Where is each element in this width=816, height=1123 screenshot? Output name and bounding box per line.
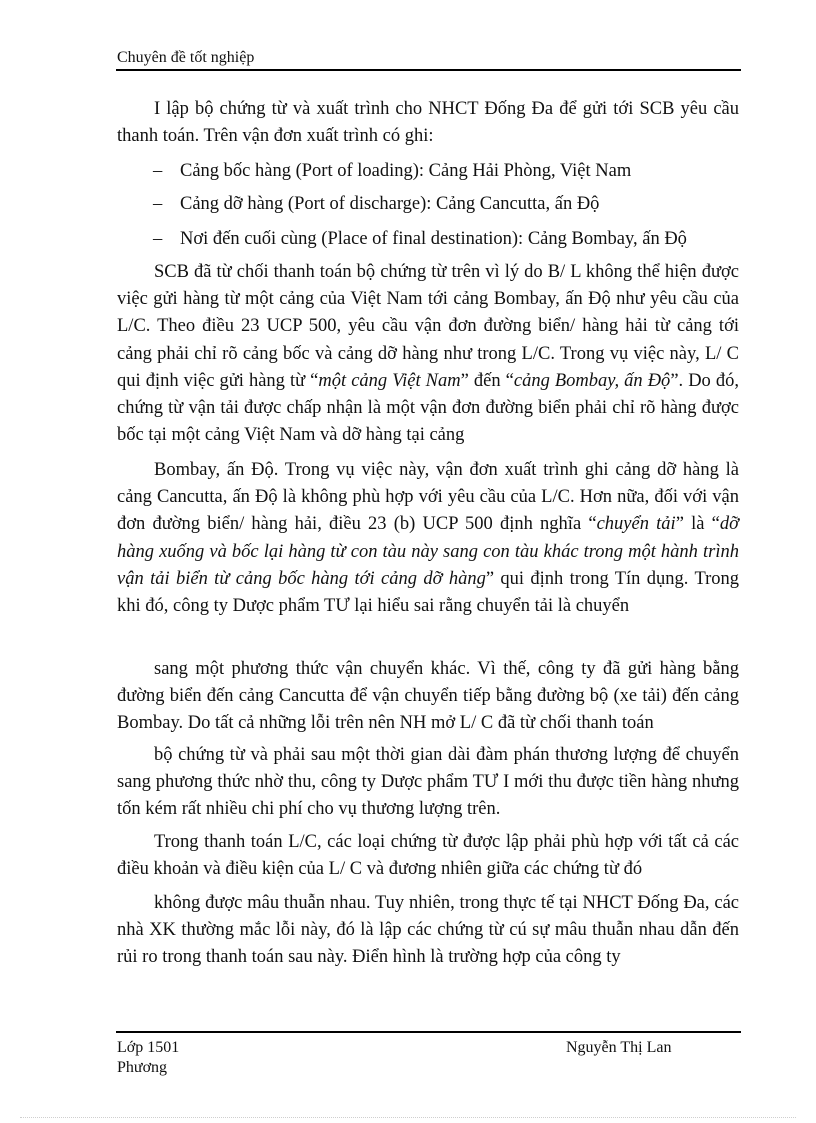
footer-class-text: Lớp 1501 — [117, 1039, 180, 1056]
paragraph-3-emphasis: dỡ hàng xuống và bốc lại hàng từ con tàu này sang con tàu khác trong một hành trình vận tải biển từ cảng bốc hàng tới cảng dỡ hàng — [117, 514, 739, 589]
list-item-text: Cảng dỡ hàng (Port of discharge): Cảng Cancutta, ấn Độ — [180, 194, 600, 214]
paragraph-6: Trong thanh toán L/C, các loại chứng từ được lập phải phù hợp với tất cả các điều khoản và điều kiện của L/ C và đương nhiên giữa các chứng từ đó — [117, 832, 739, 880]
list-item — [153, 191, 599, 218]
paragraph-3 — [117, 457, 739, 620]
list-item — [153, 158, 631, 185]
list-bullet: – — [153, 194, 163, 214]
page-header-title: Chuyên đề tốt nghiệp — [117, 49, 255, 66]
paragraph-2-emphasis: cảng Bombay, ấn Độ — [513, 370, 671, 391]
footer-divider — [116, 1031, 741, 1033]
paragraph-5: bộ chứng từ và phải sau một thời gian dài đàm phán thương lượng để chuyển sang phương thức nhờ thu, công ty Dược phẩm TƯ I mới thu được tiền hàng nhưng tốn kém rất nhiều chi phí cho vụ thương lượng trên. — [117, 745, 739, 820]
paragraph-3-text: Bombay, ấn Độ. Trong vụ việc này, vận đơn xuất trình ghi cảng dỡ hàng là cảng Cancutta, ấn Độ là không phù hợp với yêu cầu của L/C. Hơn nữa, đối với vận đơn đường biển/ hàng hải, điều 23 (b) UCP 500 định nghĩa “ — [117, 460, 739, 535]
paragraph-4: sang một phương thức vận chuyển khác. Vì thế, công ty đã gửi hàng bằng đường biển đến cảng Cancutta để vận chuyển tiếp bằng đường bộ (xe tải) đến cảng Bombay. Do tất cả những lỗi trên nên NH mở L/ C đã từ chối thanh toán — [117, 659, 739, 734]
list-item-text: Cảng bốc hàng (Port of loading): Cảng Hải Phòng, Việt Nam — [180, 161, 632, 181]
list-item — [153, 226, 687, 253]
header-divider — [116, 69, 741, 71]
footer-author-name-continued: Phương — [117, 1059, 168, 1076]
footer-class-label — [117, 1038, 179, 1078]
list-bullet: – — [153, 229, 163, 249]
list-item-text: Nơi đến cuối cùng (Place of final destination): Cảng Bombay, ấn Độ — [180, 229, 687, 249]
paragraph-1: I lập bộ chứng từ và xuất trình cho NHCT Đống Đa để gửi tới SCB yêu cầu thanh toán. Trên vận đơn xuất trình có ghi: — [117, 99, 739, 147]
list-bullet: – — [153, 161, 163, 181]
page-bottom-border — [20, 1117, 796, 1118]
paragraph-2-emphasis: một cảng Việt Nam — [318, 370, 461, 391]
paragraph-7: không được mâu thuẫn nhau. Tuy nhiên, trong thực tế tại NHCT Đống Đa, các nhà XK thường mắc lỗi này, đó là lập các chứng từ cú sự mâu thuẫn nhau dẫn đến rủi ro trong thanh toán sau này. Điển hình là trường hợp của công ty — [117, 893, 739, 968]
footer-author-name: Nguyễn Thị Lan — [566, 1039, 672, 1056]
paragraph-3-text: ” qui định trong Tín dụng. Trong khi đó, công ty Dược phẩm TƯ lại hiểu sai rằng chuyển tải là chuyển — [117, 568, 740, 617]
paragraph-2 — [117, 259, 739, 449]
paragraph-2-text: ”. Do đó, chứng từ vận tải được chấp nhận là một vận đơn đường biển phải chỉ rõ hàng được bốc tại một cảng Việt Nam và dỡ hàng tại cảng — [117, 370, 739, 446]
paragraph-2-text: SCB đã từ chối thanh toán bộ chứng từ trên vì lý do B/ L không thể hiện được việc gửi hàng từ một cảng của Việt Nam tới cảng Bombay, ấn Độ như yêu cầu của L/C. Theo điều 23 UCP 500, yêu cầu vận đơn đường biển/ hàng hải từ cảng tới cảng phải chỉ rõ cảng bốc và cảng dỡ hàng như trong L/C. Trong vụ việc này, L/ C qui định việc gửi hàng từ “ — [117, 262, 739, 391]
paragraph-2-text: ” đến “ — [460, 370, 514, 391]
paragraph-3-text: ” là “ — [675, 514, 720, 535]
paragraph-3-emphasis: chuyển tải — [596, 514, 676, 535]
